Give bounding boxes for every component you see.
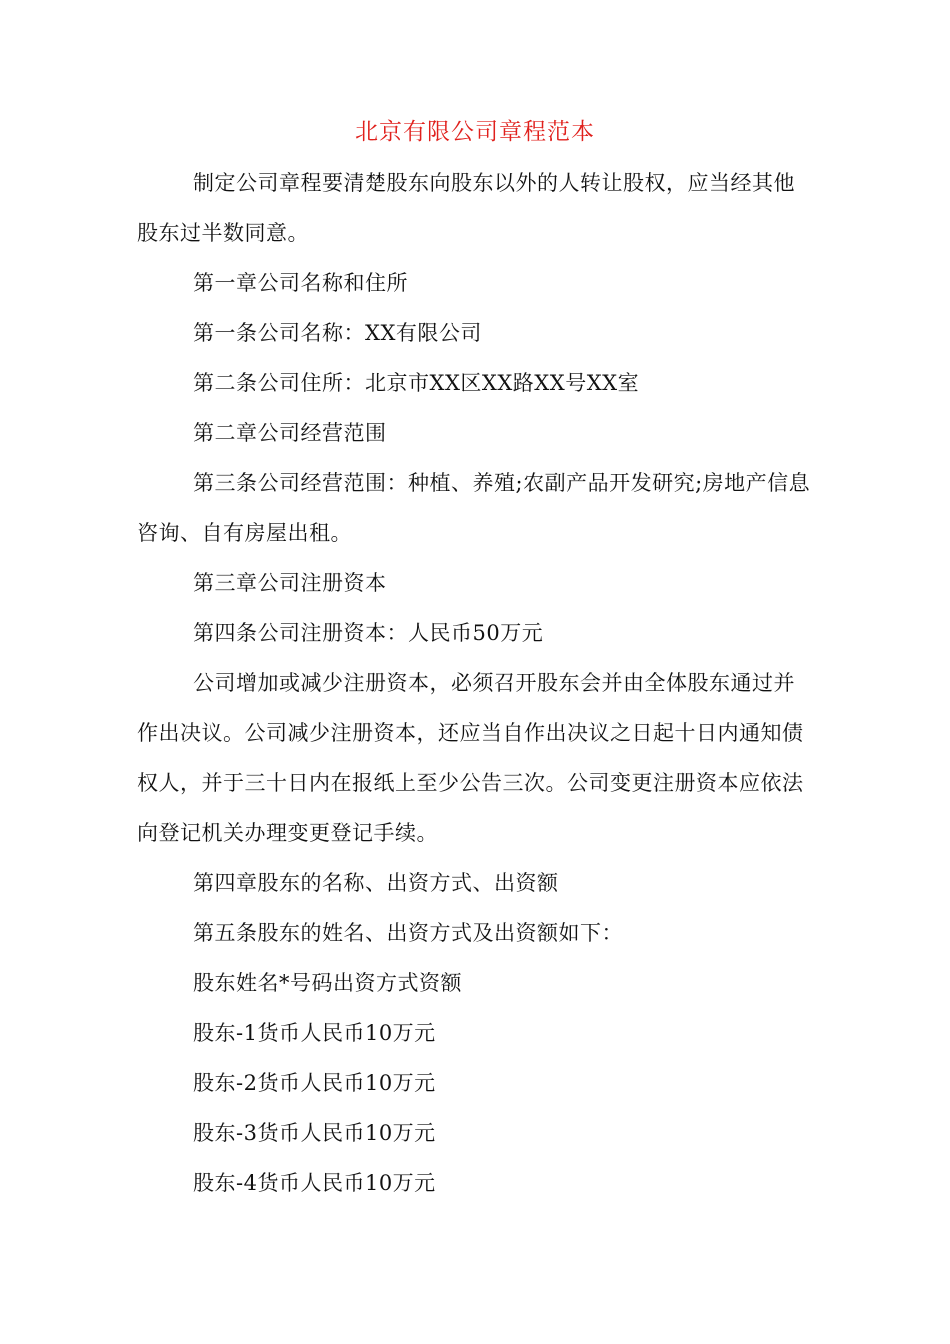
chapter-4-heading: 第四章股东的名称、出资方式、出资额 [193, 871, 559, 895]
chapter-3-heading: 第三章公司注册资本 [193, 571, 387, 595]
paragraph-intro: 制定公司章程要清楚股东向股东以外的人转让股权，应当经其他股东过半数同意。 [137, 171, 795, 245]
shareholder-row: 股东-2货币人民币10万元 [193, 1071, 436, 1095]
shareholder-row: 股东-1货币人民币10万元 [193, 1021, 436, 1045]
article-2: 第二条公司住所：北京市XX区XX路XX号XX室 [193, 371, 640, 395]
capital-change-paragraph: 公司增加或减少注册资本，必须召开股东会并由全体股东通过并作出决议。公司减少注册资本，还应当自作出决议之日起十日内通知债权人，并于三十日内在报纸上至少公告三次。公司变更注册资本应依法向登记机关办理变更登记手续。 [137, 671, 804, 845]
shareholder-list-header: 股东姓名*号码出资方式资额 [193, 971, 462, 995]
chapter-2-heading: 第二章公司经营范围 [193, 421, 387, 445]
article-3: 第三条公司经营范围：种植、养殖;农副产品开发研究;房地产信息咨询、自有房屋出租。 [137, 471, 811, 545]
document-body [137, 158, 813, 1208]
article-5: 第五条股东的姓名、出资方式及出资额如下： [193, 921, 623, 945]
article-1: 第一条公司名称：XX有限公司 [193, 321, 482, 345]
article-4: 第四条公司注册资本：人民币50万元 [193, 621, 544, 645]
document-title: 北京有限公司章程范本 [355, 119, 595, 145]
shareholder-row: 股东-3货币人民币10万元 [193, 1121, 436, 1145]
chapter-1-heading: 第一章公司名称和住所 [193, 271, 408, 295]
shareholder-row: 股东-4货币人民币10万元 [193, 1171, 436, 1195]
